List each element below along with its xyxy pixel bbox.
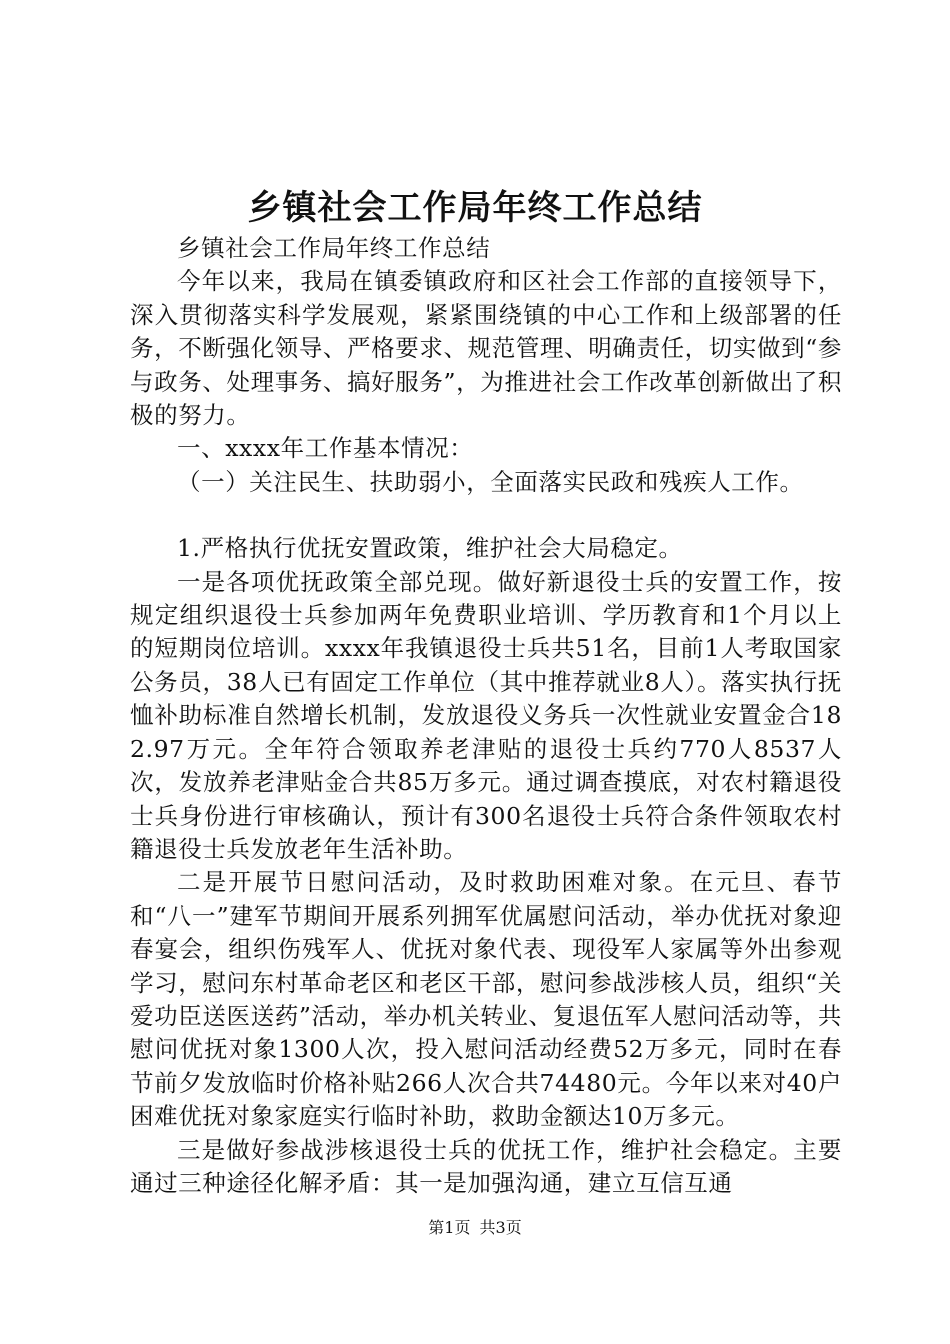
paragraph-point-one: 一是各项优抚政策全部兑现。做好新退役士兵的安置工作，按规定组织退役士兵参加两年免费职业培训、学历教育和1个月以上的短期岗位培训。xxxx年我镇退役士兵共51名，目前1人考取国家公务员，38人已有固定工作单位（其中推荐就业8人）。落实执行抚恤补助标准自然增长机制，发放退役义务兵一次性就业安置金合182.97万元。全年符合领取养老津贴的退役士兵约770人8537人次，发放养老津贴金合共85万多元。通过调查摸底，对农村籍退役士兵身份进行审核确认，预计有300名退役士兵符合条件领取农村籍退役士兵发放老年生活补助。: [130, 567, 842, 863]
paragraph-intro: 今年以来，我局在镇委镇政府和区社会工作部的直接领导下，深入贯彻落实科学发展观，紧紧围绕镇的中心工作和上级部署的任务，不断强化领导、严格要求、规范管理、明确责任，切实做到“参与政务、处理事务、搞好服务”，为推进社会工作改革创新做出了积极的努力。: [130, 267, 842, 430]
document-title: 乡镇社会工作局年终工作总结: [247, 188, 703, 228]
page-number: 第1页: [428, 1218, 471, 1237]
page-total: 共3页: [479, 1218, 522, 1237]
item-heading: 1.严格执行优抚安置政策，维护社会大局稳定。: [177, 534, 683, 563]
paragraph-point-two: 二是开展节日慰问活动，及时救助困难对象。在元旦、春节和“八一”建军节期间开展系列拥军优属慰问活动，举办优抚对象迎春宴会，组织伤残军人、优抚对象代表、现役军人家属等外出参观学习，慰问东村革命老区和老区干部，慰问参战涉核人员，组织“关爱功臣送医送药”活动，举办机关转业、复退伍军人慰问活动等，共慰问优抚对象1300人次，投入慰问活动经费52万多元，同时在春节前夕发放临时价格补贴266人次合共74480元。今年以来对40户困难优抚对象家庭实行临时补助，救助金额达10万多元。: [130, 868, 842, 1131]
page-footer: [0, 1217, 950, 1239]
subsection-heading: （一）关注民生、扶助弱小，全面落实民政和残疾人工作。: [177, 467, 804, 496]
document-body: [130, 232, 842, 1200]
paragraph-point-three: 三是做好参战涉核退役士兵的优抚工作，维护社会稳定。主要通过三种途径化解矛盾：其一是加强沟通，建立互信互通: [130, 1135, 842, 1197]
paragraph-subtitle: 乡镇社会工作局年终工作总结: [177, 234, 491, 262]
section-heading: 一、xxxx年工作基本情况：: [177, 434, 474, 463]
